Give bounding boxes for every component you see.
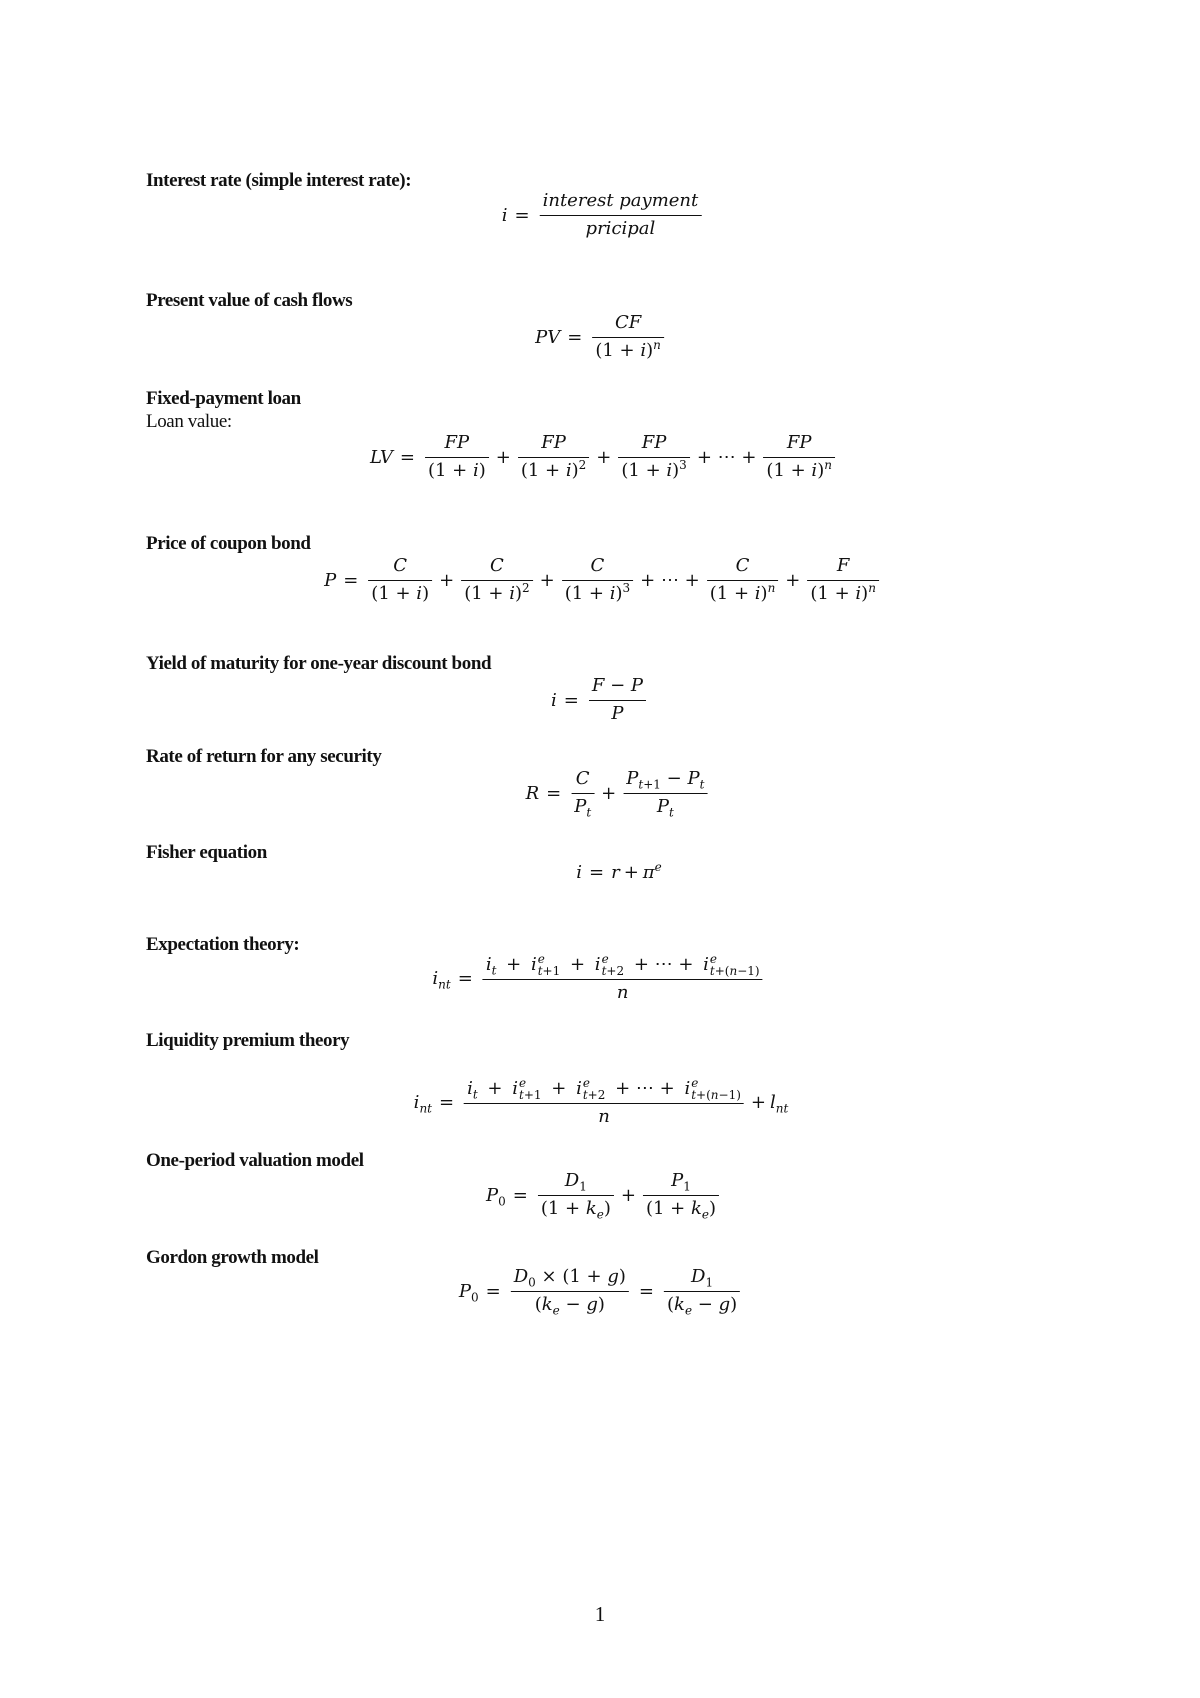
fisher-formula: i = r + $\pi^e$ xyxy=(576,860,662,883)
fisher-heading: Fisher equation xyxy=(146,842,267,863)
one-period-heading: One-period valuation model xyxy=(146,1150,364,1171)
loan-value-label: Loan value: xyxy=(146,411,232,432)
gordon-formula: $P_0$ = $\frac{D_0 \times (1 + g)}{(k_e - g)}$ = $\frac{D_1}{(k_e - g)}$ xyxy=(459,1266,743,1316)
interest-rate-denominator: pricipal xyxy=(540,215,702,241)
rate-of-return-heading: Rate of return for any security xyxy=(146,746,382,767)
one-period-formula: $P_0$ = $\frac{D_1}{(1 + k_e)}$ + $\frac{P_1}{(1 + k_e)}$ xyxy=(486,1170,722,1220)
present-value-heading: Present value of cash flows xyxy=(146,290,353,311)
liquidity-premium-heading: Liquidity premium theory xyxy=(146,1030,350,1051)
yield-discount-bond-heading: Yield of maturity for one-year discount bond xyxy=(146,653,492,674)
fixed-payment-loan-heading: Fixed-payment loan xyxy=(146,388,301,409)
coupon-bond-formula: P = $\frac{C}{(1 + i)}$ + $\frac{C}{(1 + i)^2}$ + $\frac{C}{(1 + i)^3}$ + ⋯ + $\frac{C}{(1 + i)^n}$ + $\frac{F}{(1 + i)^n}$ xyxy=(324,555,882,605)
coupon-bond-heading: Price of coupon bond xyxy=(146,533,311,554)
interest-rate-heading: Interest rate (simple interest rate): xyxy=(146,170,412,191)
gordon-heading: Gordon growth model xyxy=(146,1247,319,1268)
rate-of-return-formula: R = $\frac{C}{P_t}$ + $\frac{P_{t+1} - P_t}{P_t}$ xyxy=(526,768,711,818)
liquidity-premium-formula: $i_{nt}$ = $i_t + i$ e t+1 + i e t+2 + ⋯ + i e t+(n−1) n + $l_{nt}$ xyxy=(413,1076,789,1127)
expectation-theory-heading: Expectation theory: xyxy=(146,934,300,955)
loan-value-formula: LV = $\frac{FP}{(1 + i)}$ + $\frac{FP}{(1 + i)^2}$ + $\frac{FP}{(1 + i)^3}$ + ⋯ + $\frac{FP}{(1 + i)^n}$ xyxy=(370,432,838,482)
expectation-theory-formula: $i_{nt}$ = $i_t + i$ e t+1 + i e t+2 + ⋯ + i e t+(n−1) n xyxy=(432,953,765,1005)
interest-rate-numerator: interest payment xyxy=(542,190,699,211)
interest-rate-formula: i = $\frac{\text{interest payment}}{\text{pricipal}}$ xyxy=(502,190,705,240)
yield-discount-bond-formula: i = $\frac{F - P}{P}$ xyxy=(551,675,649,725)
present-value-formula: PV = $\frac{CF}{(1 + i)^n}$ xyxy=(535,312,667,362)
page-number: 1 xyxy=(594,1602,606,1626)
